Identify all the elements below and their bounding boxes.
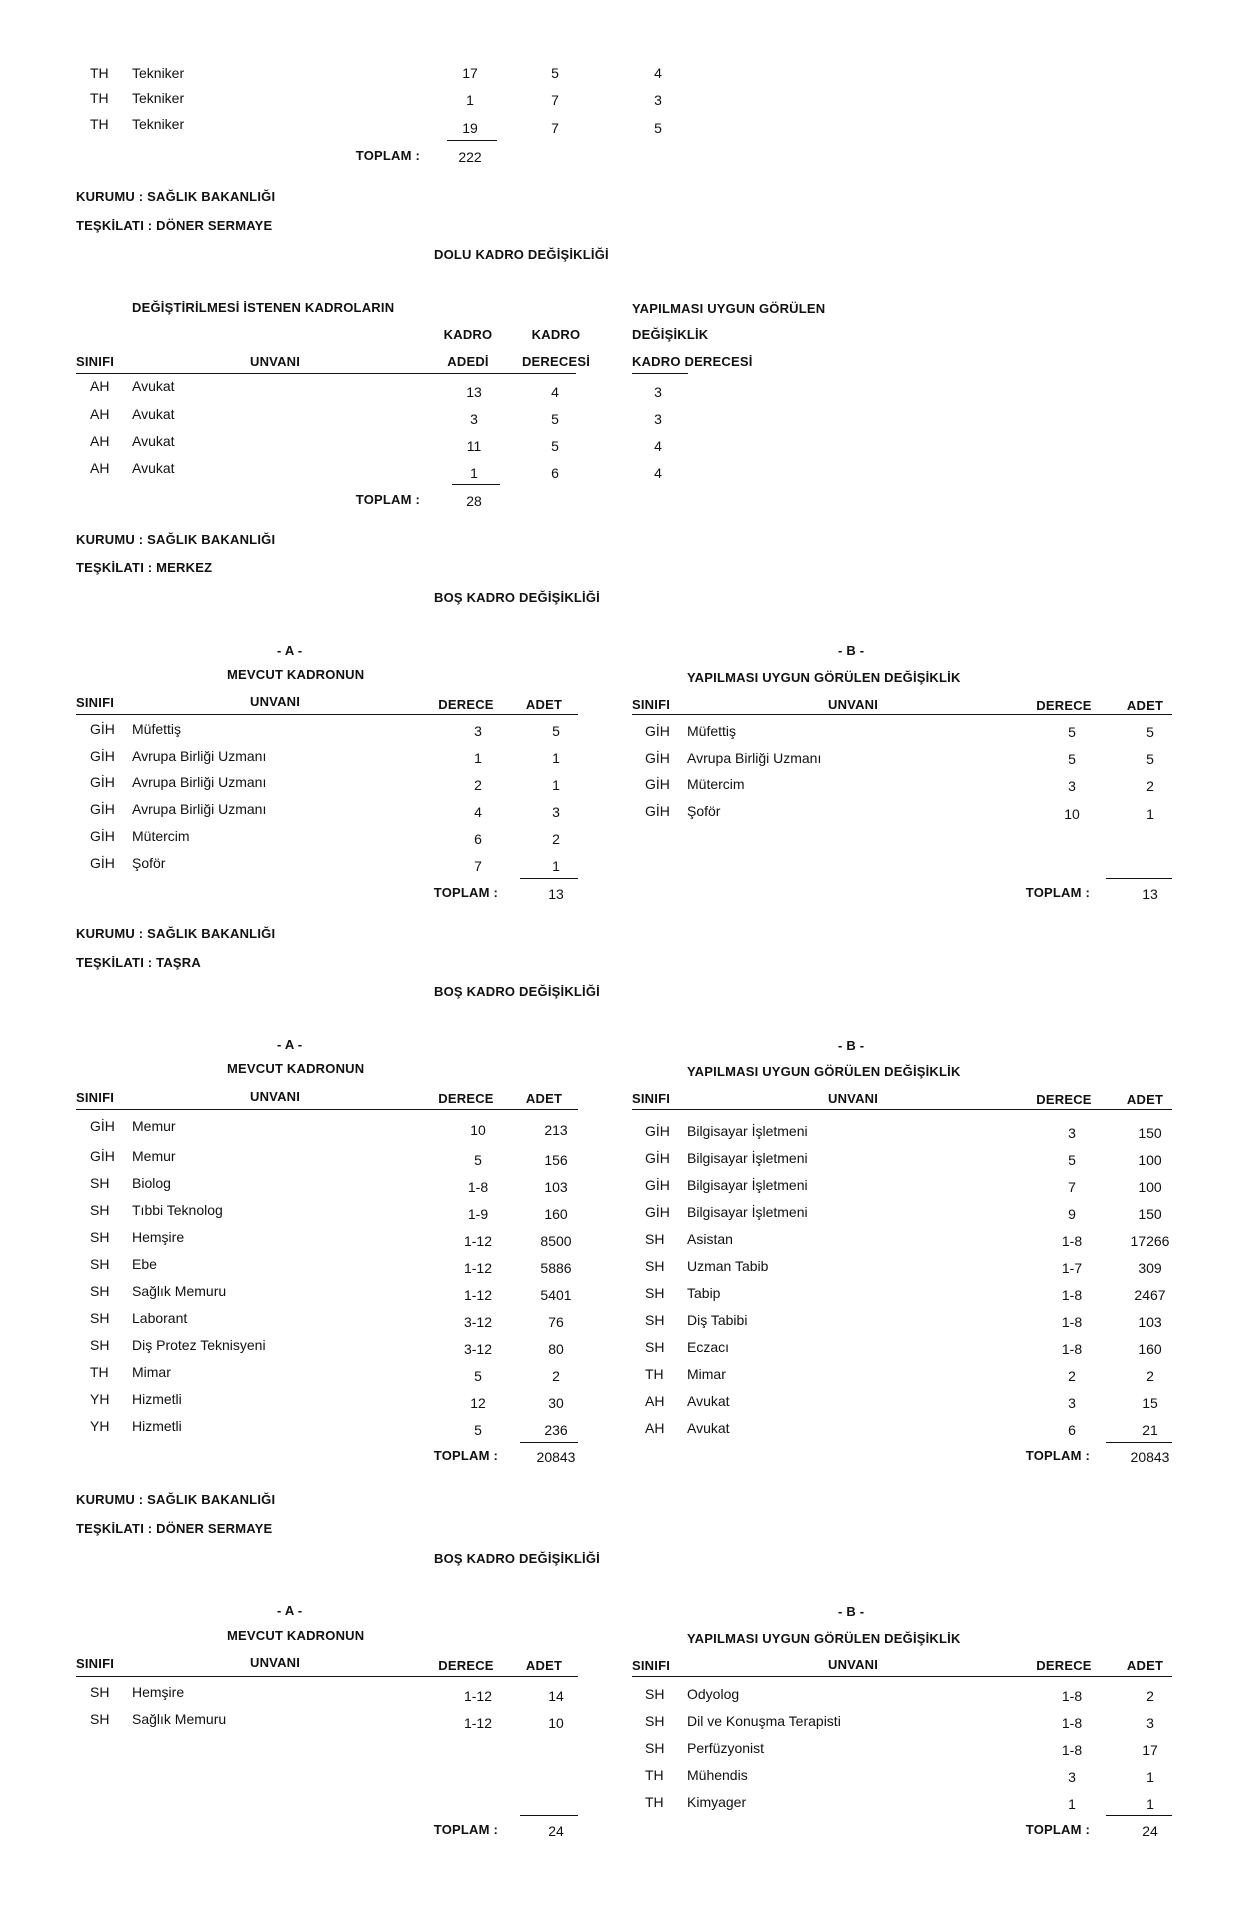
s1-kurumu: KURUMU : SAĞLIK BAKANLIĞI (76, 189, 276, 204)
s2-b-row-3-unvan: Mütercim (687, 776, 745, 792)
s1-header-right-2: DEĞİŞİKLİK (632, 327, 709, 342)
s2-a-row-5-derece: 6 (474, 831, 482, 847)
s4-b-total-rule (1106, 1815, 1172, 1816)
s2-b-h-unvani: UNVANI (828, 697, 879, 712)
s2-b-row-4-derece: 10 (1064, 806, 1080, 822)
s4-b-title: YAPILMASI UYGUN GÖRÜLEN DEĞİŞİKLİK (687, 1631, 961, 1646)
s4-b-h-sinifi: SINIFI (632, 1658, 671, 1673)
s4-a-row-2-derece: 1-12 (463, 1715, 493, 1731)
s1-header-right-1: YAPILMASI UYGUN GÖRÜLEN (632, 301, 826, 316)
s4-b-row-4-derece: 3 (1068, 1769, 1076, 1785)
s4-a-row-2-adet: 10 (548, 1715, 564, 1731)
s4-b-row-4-adet: 1 (1146, 1769, 1154, 1785)
s3-a-row-12-derece: 5 (474, 1422, 482, 1438)
s1-header-left: DEĞİŞTİRİLMESİ İSTENEN KADROLARIN (132, 300, 395, 315)
s3-b-row-8-derece: 1-8 (1061, 1314, 1083, 1330)
s2-a-total-value: 13 (548, 886, 564, 902)
s1-header-kadro-1: KADRO (443, 327, 493, 342)
s3-b-row-11-derece: 3 (1068, 1395, 1076, 1411)
s1-total-rule (452, 484, 500, 485)
s3-a-row-9-adet: 80 (548, 1341, 564, 1357)
s3-a-row-2-derece: 5 (474, 1152, 482, 1168)
s3-b-row-7-adet: 2467 (1134, 1287, 1166, 1303)
s3-b-total-value: 20843 (1130, 1449, 1170, 1465)
top-row-2-derece: 7 (551, 92, 559, 108)
s3-a-row-9-unvan: Diş Protez Teknisyeni (132, 1337, 266, 1353)
s4-a-row-2-sinif: SH (90, 1711, 110, 1727)
s4-a-h-sinifi: SINIFI (76, 1656, 115, 1671)
s3-a-row-6-adet: 5886 (540, 1260, 572, 1276)
s4-a-h-unvani: UNVANI (250, 1655, 301, 1670)
s3-b-row-2-sinif: GİH (645, 1150, 670, 1166)
s3-b-title: YAPILMASI UYGUN GÖRÜLEN DEĞİŞİKLİK (687, 1064, 961, 1079)
s3-a-row-10-derece: 5 (474, 1368, 482, 1384)
s3-a-row-10-unvan: Mimar (132, 1364, 171, 1380)
s1-total-value: 28 (466, 493, 482, 509)
s4-a-header-rule (76, 1676, 578, 1677)
s2-b-row-4-adet: 1 (1146, 806, 1154, 822)
s2-b-row-2-adet: 5 (1146, 751, 1154, 767)
s1-row-4-unvan: Avukat (132, 460, 175, 476)
s1-row-4-yeni: 4 (654, 465, 662, 481)
s3-a-row-7-derece: 1-12 (463, 1287, 493, 1303)
s1-row-3-unvan: Avukat (132, 433, 175, 449)
s1-row-1-sinif: AH (90, 378, 110, 394)
top-row-1-sinif: TH (90, 65, 109, 81)
s3-b-row-1-unvan: Bilgisayar İşletmeni (687, 1123, 808, 1139)
s2-b-h-adet: ADET (1126, 698, 1164, 713)
s4-b-h-adet: ADET (1126, 1658, 1164, 1673)
s3-a-row-4-sinif: SH (90, 1202, 110, 1218)
s3-b-row-12-sinif: AH (645, 1420, 665, 1436)
top-row-2-unvan: Tekniker (132, 90, 185, 106)
s1-header-derecesi: DERECESİ (521, 354, 591, 369)
s4-a-title: MEVCUT KADRONUN (227, 1628, 365, 1643)
s3-a-row-2-unvan: Memur (132, 1148, 176, 1164)
s2-a-row-1-unvan: Müfettiş (132, 721, 182, 737)
s2-b-header-rule (632, 714, 1172, 715)
s2-a-row-3-unvan: Avrupa Birliği Uzmanı (132, 774, 267, 790)
s3-a-h-adet: ADET (525, 1091, 563, 1106)
s4-b-row-1-unvan: Odyolog (687, 1686, 740, 1702)
s3-b-row-5-sinif: SH (645, 1231, 665, 1247)
top-row-3-sinif: TH (90, 116, 109, 132)
s3-a-row-8-adet: 76 (548, 1314, 564, 1330)
s2-a-row-4-unvan: Avrupa Birliği Uzmanı (132, 801, 267, 817)
s3-b-row-10-unvan: Mimar (687, 1366, 726, 1382)
s3-b-row-6-adet: 309 (1138, 1260, 1162, 1276)
top-row-1-unvan: Tekniker (132, 65, 185, 81)
s3-a-row-4-derece: 1-9 (467, 1206, 489, 1222)
s3-b-row-2-derece: 5 (1068, 1152, 1076, 1168)
s4-a-row-1-unvan: Hemşire (132, 1684, 185, 1700)
top-row-2-adet: 1 (466, 92, 474, 108)
s2-a-title: MEVCUT KADRONUN (227, 667, 365, 682)
s2-b-row-4-sinif: GİH (645, 803, 670, 819)
top-total-value: 222 (458, 149, 482, 165)
s4-b-row-4-unvan: Mühendis (687, 1767, 748, 1783)
s3-a-row-11-sinif: YH (90, 1391, 110, 1407)
s3-kurumu: KURUMU : SAĞLIK BAKANLIĞI (76, 926, 276, 941)
s3-b-row-5-adet: 17266 (1130, 1233, 1170, 1249)
s3-b-row-9-unvan: Eczacı (687, 1339, 730, 1355)
s3-b-row-10-adet: 2 (1146, 1368, 1154, 1384)
s4-b-row-2-derece: 1-8 (1061, 1715, 1083, 1731)
s3-b-row-9-adet: 160 (1138, 1341, 1162, 1357)
s4-a-total-label: TOPLAM : (433, 1822, 498, 1837)
s4-b-row-1-sinif: SH (645, 1686, 665, 1702)
s2-b-title: YAPILMASI UYGUN GÖRÜLEN DEĞİŞİKLİK (687, 670, 961, 685)
s4-b-row-5-derece: 1 (1068, 1796, 1076, 1812)
s3-a-row-11-unvan: Hizmetli (132, 1391, 182, 1407)
s4-b-row-1-derece: 1-8 (1061, 1688, 1083, 1704)
s2-b-row-1-adet: 5 (1146, 724, 1154, 740)
s3-b-row-4-sinif: GİH (645, 1204, 670, 1220)
s4-b-row-2-unvan: Dil ve Konuşma Terapisti (687, 1713, 841, 1729)
s3-a-row-3-adet: 103 (544, 1179, 568, 1195)
s3-b-row-4-unvan: Bilgisayar İşletmeni (687, 1204, 808, 1220)
s2-a-row-5-unvan: Mütercim (132, 828, 190, 844)
s2-a-header-rule (76, 714, 578, 715)
top-row-3-derece: 7 (551, 120, 559, 136)
s3-b-row-3-unvan: Bilgisayar İşletmeni (687, 1177, 808, 1193)
s3-b-total-rule (1106, 1442, 1172, 1443)
s4-b-row-5-adet: 1 (1146, 1796, 1154, 1812)
top-total-rule (447, 140, 497, 141)
s2-a-h-sinifi: SINIFI (76, 695, 115, 710)
s3-b-h-sinifi: SINIFI (632, 1091, 671, 1106)
s4-b-h-derece: DERECE (1036, 1658, 1092, 1673)
s3-a-h-derece: DERECE (438, 1091, 494, 1106)
s3-b-total-label: TOPLAM : (1025, 1448, 1090, 1463)
s3-a-row-12-sinif: YH (90, 1418, 110, 1434)
s4-a-h-derece: DERECE (438, 1658, 494, 1673)
s4-b-row-4-sinif: TH (645, 1767, 664, 1783)
s3-b-row-8-unvan: Diş Tabibi (687, 1312, 748, 1328)
s3-b-mark: - B - (838, 1038, 865, 1053)
s3-a-total-label: TOPLAM : (433, 1448, 498, 1463)
s2-a-row-1-adet: 5 (552, 723, 560, 739)
s3-b-row-7-derece: 1-8 (1061, 1287, 1083, 1303)
s3-b-row-6-unvan: Uzman Tabib (687, 1258, 769, 1274)
s4-b-row-5-sinif: TH (645, 1794, 664, 1810)
s1-header-kadro-2: KADRO (531, 327, 581, 342)
s3-a-row-8-derece: 3-12 (463, 1314, 493, 1330)
s3-a-title: MEVCUT KADRONUN (227, 1061, 365, 1076)
s2-b-h-sinifi: SINIFI (632, 697, 671, 712)
s2-title: BOŞ KADRO DEĞİŞİKLİĞİ (434, 590, 600, 605)
s2-a-row-3-adet: 1 (552, 777, 560, 793)
s2-b-row-3-derece: 3 (1068, 778, 1076, 794)
s2-a-row-4-adet: 3 (552, 804, 560, 820)
s3-a-row-12-adet: 236 (544, 1422, 568, 1438)
s3-a-row-3-derece: 1-8 (467, 1179, 489, 1195)
s2-b-row-3-adet: 2 (1146, 778, 1154, 794)
s3-b-row-8-sinif: SH (645, 1312, 665, 1328)
top-row-3-yeni: 5 (654, 120, 662, 136)
s3-b-row-5-derece: 1-8 (1061, 1233, 1083, 1249)
s2-b-total-label: TOPLAM : (1025, 885, 1090, 900)
top-row-1-adet: 17 (462, 65, 478, 81)
s3-a-row-8-sinif: SH (90, 1310, 110, 1326)
s3-a-row-6-unvan: Ebe (132, 1256, 157, 1272)
s3-b-row-11-unvan: Avukat (687, 1393, 730, 1409)
s3-b-row-7-sinif: SH (645, 1285, 665, 1301)
s2-teskilati: TEŞKİLATI : MERKEZ (76, 560, 213, 575)
s3-a-row-8-unvan: Laborant (132, 1310, 188, 1326)
s2-a-row-2-adet: 1 (552, 750, 560, 766)
s2-b-row-3-sinif: GİH (645, 776, 670, 792)
s2-a-row-5-adet: 2 (552, 831, 560, 847)
s3-a-row-5-sinif: SH (90, 1229, 110, 1245)
s1-teskilati: TEŞKİLATI : DÖNER SERMAYE (76, 218, 273, 233)
s3-b-h-adet: ADET (1126, 1092, 1164, 1107)
s4-a-h-adet: ADET (525, 1658, 563, 1673)
s4-a-row-2-unvan: Sağlık Memuru (132, 1711, 227, 1727)
s2-b-row-2-derece: 5 (1068, 751, 1076, 767)
s2-a-h-adet: ADET (525, 697, 563, 712)
s3-b-h-derece: DERECE (1036, 1092, 1092, 1107)
s2-a-row-3-derece: 2 (474, 777, 482, 793)
s4-b-total-label: TOPLAM : (1025, 1822, 1090, 1837)
s3-a-row-1-sinif: GİH (90, 1118, 115, 1134)
s3-b-row-3-sinif: GİH (645, 1177, 670, 1193)
s4-a-row-1-sinif: SH (90, 1684, 110, 1700)
top-total-label: TOPLAM : (355, 148, 420, 163)
s3-a-row-1-adet: 213 (544, 1122, 568, 1138)
s3-a-mark: - A - (277, 1037, 303, 1052)
top-row-1-yeni: 4 (654, 65, 662, 81)
s3-a-row-3-sinif: SH (90, 1175, 110, 1191)
s2-a-row-1-sinif: GİH (90, 721, 115, 737)
s3-a-row-9-sinif: SH (90, 1337, 110, 1353)
s2-a-row-6-derece: 7 (474, 858, 482, 874)
s3-a-total-value: 20843 (536, 1449, 576, 1465)
s3-a-row-10-adet: 2 (552, 1368, 560, 1384)
s3-a-row-6-sinif: SH (90, 1256, 110, 1272)
s3-a-row-4-adet: 160 (544, 1206, 568, 1222)
s2-b-mark: - B - (838, 643, 865, 658)
s2-a-total-rule (520, 878, 578, 879)
s4-b-row-3-adet: 17 (1142, 1742, 1158, 1758)
s1-row-2-yeni: 3 (654, 411, 662, 427)
s3-b-h-unvani: UNVANI (828, 1091, 879, 1106)
s4-b-row-2-adet: 3 (1146, 1715, 1154, 1731)
s3-b-row-3-derece: 7 (1068, 1179, 1076, 1195)
s2-kurumu: KURUMU : SAĞLIK BAKANLIĞI (76, 532, 276, 547)
s1-row-1-derece: 4 (551, 384, 559, 400)
s3-b-header-rule (632, 1109, 1172, 1110)
s1-total-label: TOPLAM : (355, 492, 420, 507)
s4-a-total-rule (520, 1815, 578, 1816)
s1-row-4-adet: 1 (470, 465, 478, 481)
s3-a-h-unvani: UNVANI (250, 1089, 301, 1104)
s3-b-row-8-adet: 103 (1138, 1314, 1162, 1330)
s2-a-row-4-derece: 4 (474, 804, 482, 820)
s4-a-mark: - A - (277, 1603, 303, 1618)
s4-b-row-1-adet: 2 (1146, 1688, 1154, 1704)
s3-a-row-4-unvan: Tıbbi Teknolog (132, 1202, 223, 1218)
s3-b-row-9-derece: 1-8 (1061, 1341, 1083, 1357)
s2-a-h-unvani: UNVANI (250, 694, 301, 709)
s4-b-total-value: 24 (1142, 1823, 1158, 1839)
s3-a-row-6-derece: 1-12 (463, 1260, 493, 1276)
s3-b-row-12-derece: 6 (1068, 1422, 1076, 1438)
s2-b-row-2-unvan: Avrupa Birliği Uzmanı (687, 750, 822, 766)
top-row-2-yeni: 3 (654, 92, 662, 108)
s1-header-rule-right (632, 373, 688, 374)
s4-a-row-1-adet: 14 (548, 1688, 564, 1704)
s3-a-row-7-unvan: Sağlık Memuru (132, 1283, 227, 1299)
s3-a-row-1-derece: 10 (470, 1122, 486, 1138)
s3-a-row-9-derece: 3-12 (463, 1341, 493, 1357)
s3-teskilati: TEŞKİLATI : TAŞRA (76, 955, 201, 970)
s3-a-total-rule (520, 1442, 578, 1443)
s3-b-row-1-derece: 3 (1068, 1125, 1076, 1141)
s1-header-sinifi: SINIFI (76, 354, 115, 369)
s3-b-row-1-sinif: GİH (645, 1123, 670, 1139)
s1-row-1-yeni: 3 (654, 384, 662, 400)
s3-b-row-7-unvan: Tabip (687, 1285, 721, 1301)
top-row-2-sinif: TH (90, 90, 109, 106)
s3-a-row-12-unvan: Hizmetli (132, 1418, 182, 1434)
s3-a-row-5-unvan: Hemşire (132, 1229, 185, 1245)
s3-a-row-11-derece: 12 (470, 1395, 486, 1411)
s2-a-row-1-derece: 3 (474, 723, 482, 739)
s2-a-h-derece: DERECE (438, 697, 494, 712)
s4-b-header-rule (632, 1676, 1172, 1677)
s3-b-row-3-adet: 100 (1138, 1179, 1162, 1195)
s1-header-adedi: ADEDİ (447, 354, 489, 369)
s2-a-row-6-sinif: GİH (90, 855, 115, 871)
s3-a-h-sinifi: SINIFI (76, 1090, 115, 1105)
s4-teskilati: TEŞKİLATI : DÖNER SERMAYE (76, 1521, 273, 1536)
s3-b-row-9-sinif: SH (645, 1339, 665, 1355)
s4-b-row-3-derece: 1-8 (1061, 1742, 1083, 1758)
s3-b-row-12-adet: 21 (1142, 1422, 1158, 1438)
s4-b-mark: - B - (838, 1604, 865, 1619)
s2-a-row-4-sinif: GİH (90, 801, 115, 817)
s1-header-rule (76, 373, 576, 374)
s2-a-row-6-adet: 1 (552, 858, 560, 874)
s2-a-row-5-sinif: GİH (90, 828, 115, 844)
s1-row-2-derece: 5 (551, 411, 559, 427)
s2-b-h-derece: DERECE (1036, 698, 1092, 713)
s2-a-mark: - A - (277, 643, 303, 658)
s2-a-row-6-unvan: Şoför (132, 855, 166, 871)
s1-row-3-derece: 5 (551, 438, 559, 454)
s3-b-row-2-unvan: Bilgisayar İşletmeni (687, 1150, 808, 1166)
s2-b-row-1-unvan: Müfettiş (687, 723, 737, 739)
top-row-3-adet: 19 (462, 120, 478, 136)
s4-b-row-2-sinif: SH (645, 1713, 665, 1729)
s1-row-2-sinif: AH (90, 406, 110, 422)
s3-title: BOŞ KADRO DEĞİŞİKLİĞİ (434, 984, 600, 999)
s2-a-row-2-sinif: GİH (90, 748, 115, 764)
s2-a-row-2-derece: 1 (474, 750, 482, 766)
s4-a-total-value: 24 (548, 1823, 564, 1839)
s2-b-total-value: 13 (1142, 886, 1158, 902)
s3-b-row-1-adet: 150 (1138, 1125, 1162, 1141)
s3-a-row-1-unvan: Memur (132, 1118, 176, 1134)
s3-b-row-12-unvan: Avukat (687, 1420, 730, 1436)
s3-b-row-10-derece: 2 (1068, 1368, 1076, 1384)
s1-row-1-unvan: Avukat (132, 378, 175, 394)
s2-b-row-4-unvan: Şoför (687, 803, 721, 819)
s3-a-header-rule (76, 1109, 578, 1110)
s2-a-total-label: TOPLAM : (433, 885, 498, 900)
s1-row-4-sinif: AH (90, 460, 110, 476)
s1-header-right-3: KADRO DERECESİ (632, 354, 753, 369)
s3-a-row-5-adet: 8500 (540, 1233, 572, 1249)
s4-b-row-5-unvan: Kimyager (687, 1794, 747, 1810)
s3-a-row-10-sinif: TH (90, 1364, 109, 1380)
s4-b-row-3-unvan: Perfüzyonist (687, 1740, 765, 1756)
s1-row-3-sinif: AH (90, 433, 110, 449)
s2-b-total-rule (1106, 878, 1172, 879)
s3-a-row-7-sinif: SH (90, 1283, 110, 1299)
s2-a-row-3-sinif: GİH (90, 774, 115, 790)
s1-row-3-yeni: 4 (654, 438, 662, 454)
s2-b-row-1-derece: 5 (1068, 724, 1076, 740)
s3-b-row-6-derece: 1-7 (1061, 1260, 1083, 1276)
s1-row-3-adet: 11 (466, 438, 482, 454)
s1-title: DOLU KADRO DEĞİŞİKLİĞİ (434, 247, 609, 262)
s3-b-row-10-sinif: TH (645, 1366, 664, 1382)
s2-b-row-1-sinif: GİH (645, 723, 670, 739)
s1-row-2-adet: 3 (470, 411, 478, 427)
s4-title: BOŞ KADRO DEĞİŞİKLİĞİ (434, 1551, 600, 1566)
s1-row-2-unvan: Avukat (132, 406, 175, 422)
s3-b-row-11-adet: 15 (1142, 1395, 1158, 1411)
s3-b-row-2-adet: 100 (1138, 1152, 1162, 1168)
s1-header-unvani: UNVANI (250, 354, 301, 369)
top-row-3-unvan: Tekniker (132, 116, 185, 132)
s4-b-row-3-sinif: SH (645, 1740, 665, 1756)
top-row-1-derece: 5 (551, 65, 559, 81)
s4-b-h-unvani: UNVANI (828, 1657, 879, 1672)
s2-b-row-2-sinif: GİH (645, 750, 670, 766)
s1-row-4-derece: 6 (551, 465, 559, 481)
s1-row-1-adet: 13 (466, 384, 482, 400)
s2-a-row-2-unvan: Avrupa Birliği Uzmanı (132, 748, 267, 764)
s3-a-row-11-adet: 30 (548, 1395, 564, 1411)
s3-a-row-2-sinif: GİH (90, 1148, 115, 1164)
s4-a-row-1-derece: 1-12 (463, 1688, 493, 1704)
s3-b-row-4-derece: 9 (1068, 1206, 1076, 1222)
s3-b-row-11-sinif: AH (645, 1393, 665, 1409)
s4-kurumu: KURUMU : SAĞLIK BAKANLIĞI (76, 1492, 276, 1507)
s3-b-row-6-sinif: SH (645, 1258, 665, 1274)
s3-b-row-4-adet: 150 (1138, 1206, 1162, 1222)
s3-a-row-7-adet: 5401 (540, 1287, 572, 1303)
s3-a-row-5-derece: 1-12 (463, 1233, 493, 1249)
s3-b-row-5-unvan: Asistan (687, 1231, 733, 1247)
s3-a-row-3-unvan: Biolog (132, 1175, 171, 1191)
s3-a-row-2-adet: 156 (544, 1152, 568, 1168)
